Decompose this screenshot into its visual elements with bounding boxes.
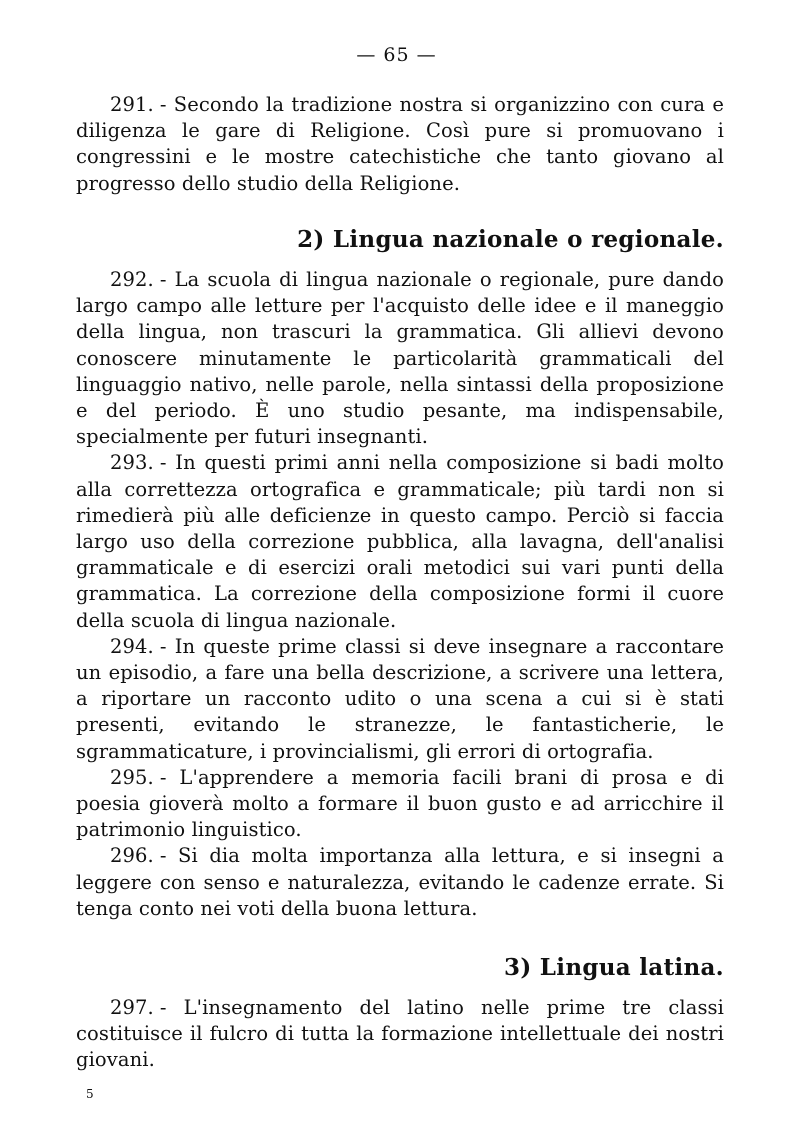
paragraph-text: - Si dia molta importanza alla lettura, e si insegni a leggere con senso e naturalezza, evitando le cadenze errate. Si tenga conto nei voti della buona lettura. [76,844,724,920]
paragraph-number: 297. [110,996,154,1019]
paragraph-text: - In questi primi anni nella composizione si badi molto alla correttezza ortografica e grammaticale; più tardi non si rimedierà più alle deficienze in questo campo. Perciò si faccia largo uso della correzione pubblica, alla lavagna, dell'analisi grammaticale e di esercizi orali metodici sui vari punti della grammatica. La correzione della composizione formi il cuore della scuola di lingua nazionale. [76,451,724,632]
paragraph-293 [76,450,724,633]
paragraph-number: 296. [110,844,154,868]
paragraph-295 [76,765,724,844]
paragraph-text: - La scuola di lingua nazionale o regionale, pure dando largo campo alle letture per l'acquisto delle idee e il maneggio della lingua, non trascuri la grammatica. Gli allievi devono conoscere minutamente le particolarità grammaticali del linguaggio nativo, nelle parole, nella sintassi della proposizione e del periodo. È uno studio pesante, ma indispensabile, specialmente per futuri insegnanti. [76,268,724,449]
paragraph-294 [76,634,724,765]
signature-mark: 5 [86,1087,94,1101]
paragraph-number: 291. [110,93,154,116]
paragraph-text: - L'apprendere a memoria facili brani di prosa e di poesia gioverà molto a formare il buon gusto e ad arricchire il patrimonio linguistico. [76,765,724,842]
paragraph-296 [76,843,724,922]
paragraph-number: 292. [110,268,154,291]
section-lingua-nazionale-text [76,267,724,922]
paragraph-text: - In queste prime classi si deve insegnare a raccontare un episodio, a fare una bella descrizione, a scrivere una lettera, a riportare un racconto udito o una scena a cui si è stati presenti, evitando le stranezze, le fantasticherie, le sgrammaticature, i provincialismi, gli errori di ortografia. [76,634,724,763]
paragraph-text: - L'insegnamento del latino nelle prime tre classi costituisce il fulcro di tutta la formazione intellettuale dei nostri giovani. [76,996,724,1072]
section-heading-lingua-nazionale: 2) Lingua nazionale o regionale. [297,226,724,253]
paragraph-292 [76,267,724,450]
section-religion-text [76,92,724,197]
paragraph-number: 293. [110,451,154,475]
page-number: — 65 — [356,44,437,66]
paragraph-291 [76,92,724,197]
paragraph-297 [76,995,724,1074]
paragraph-number: 294. [110,634,154,658]
section-lingua-latina-text [76,995,724,1074]
paragraph-text: - Secondo la tradizione nostra si organizzino con cura e diligenza le gare di Religione. Così pure si promuovano i congressini e le mostre catechistiche che tanto giovano al progresso dello studio della Religione. [76,93,724,195]
section-heading-lingua-latina: 3) Lingua latina. [504,954,724,981]
paragraph-number: 295. [110,765,154,789]
